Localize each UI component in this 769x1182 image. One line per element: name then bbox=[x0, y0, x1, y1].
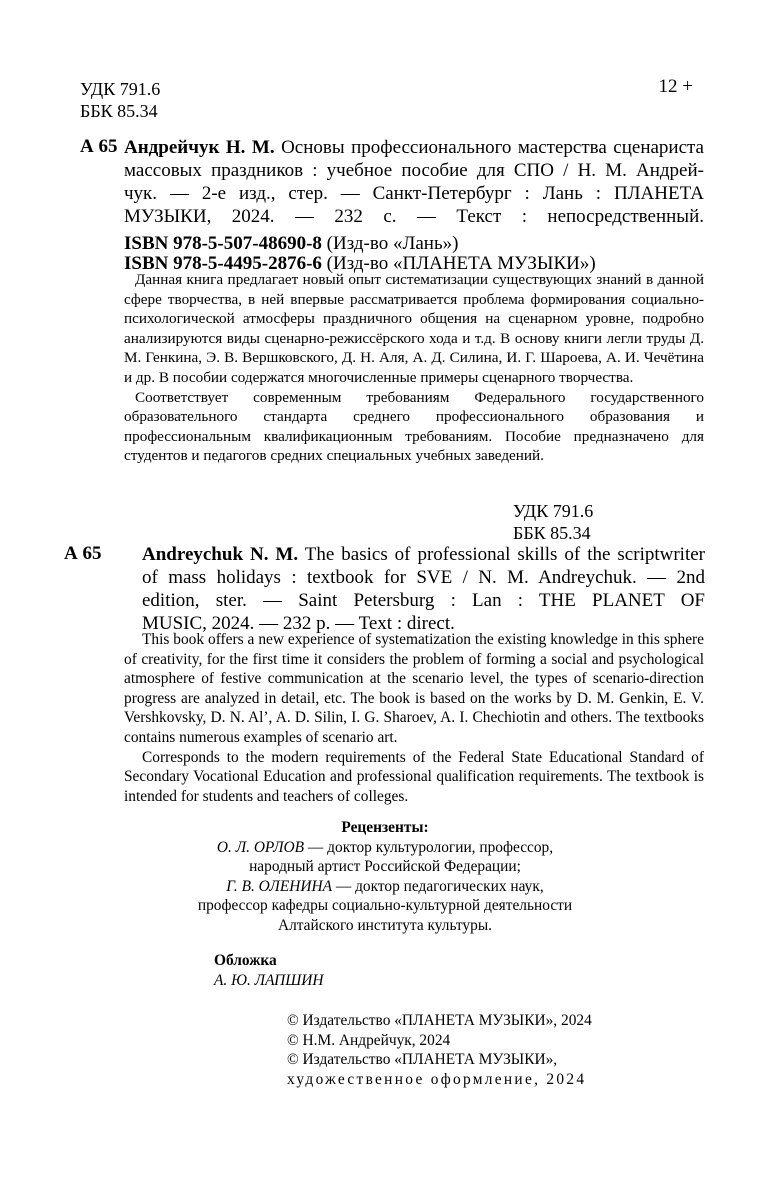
cover-designer: А. Ю. ЛАПШИН bbox=[214, 971, 324, 989]
copyright-block bbox=[287, 1011, 592, 1089]
reviewers-heading: Рецензенты: bbox=[341, 819, 429, 836]
reviewer-1-line-2: народный артист Российской Федерации; bbox=[249, 858, 521, 876]
copyright-line-1: © Издательство «ПЛАНЕТА МУЗЫКИ», 2024 bbox=[287, 1012, 592, 1029]
reviewer-2-line-3: Алтайского института культуры. bbox=[277, 916, 493, 934]
en-abstract-p2: Corresponds to the modern requirements of the Federal State Educational Standard of Secondary Vocational Education and professional qualification requirements. The textbook is intended for students and teachers of colleges. bbox=[124, 748, 704, 805]
author-mark-ru: А 65 bbox=[80, 136, 118, 157]
ru-abstract-p1: Данная книга предлагает новый опыт систематизации существующих знаний в данной сфере творчества, в ней впервые рассматривается проблема формирования социально-психологической атмосферы праздничного общения на сценарном уровне, подробно анализируются виды сценарно-режиссёрского хода и т.д. В основу книги легли труды Д. М. Генкина, Э. В. Вершковского, Д. Н. Аля, А. Д. Силина, И. Г. Шароева, А. И. Чечётина и др. В пособии содержатся многочисленные примеры сценарного творчества. bbox=[124, 271, 704, 386]
bbk-code: ББК 85.34 bbox=[80, 101, 158, 121]
isbn-1: ISBN 978-5-507-48690-8 bbox=[124, 233, 322, 254]
reviewer-1-name: О. Л. ОРЛОВ bbox=[216, 838, 305, 856]
author-mark-en: А 65 bbox=[64, 543, 102, 564]
isbn-2-publisher: (Изд-во «ПЛАНЕТА МУЗЫКИ») bbox=[326, 253, 596, 274]
ru-author: Андрейчук Н. М. bbox=[124, 137, 275, 158]
cover-heading: Обложка bbox=[214, 952, 277, 969]
isbn-1-publisher: (Изд-во «Лань») bbox=[326, 233, 459, 254]
copyright-line-2: © Н.М. Андрейчук, 2024 bbox=[287, 1031, 451, 1049]
isbn-2: ISBN 978-5-4495-2876-6 bbox=[124, 253, 322, 274]
en-record-line-2: of mass holidays : textbook for SVE / N. M. Andreychuk. — 2nd bbox=[142, 567, 705, 588]
reviewer-1: О. Л. ОРЛОВ — доктор культурологии, профессор, bbox=[216, 838, 554, 856]
ru-record-line-2: массовых праздников : учебное пособие для СПО / Н. М. Андрей- bbox=[124, 160, 704, 181]
copyright-line-3: © Издательство «ПЛАНЕТА МУЗЫКИ», bbox=[287, 1051, 558, 1069]
age-rating: 12 + bbox=[658, 76, 693, 97]
en-abstract-p1: This book offers a new experience of systematization the existing knowledge in this sphere of creativity, for the first time it considers the problem of forming a social and psychological atmosphere of festive communication at the scenario level, the types of scenario-direction progress are analyzed in detail, etc. The book is based on the works by D. M. Genkin, E. V. Vershkovsky, D. N. Al’, A. D. Silin, I. G. Sharoev, A. I. Chechiotin and others. The textbooks contains numerous examples of scenario art. bbox=[124, 631, 704, 746]
en-abstract bbox=[124, 630, 704, 806]
ru-abstract bbox=[124, 270, 704, 466]
cover-credit bbox=[214, 951, 324, 990]
ru-record-line-3: чук. — 2-е изд., стер. — Санкт-Петербург : Лань : ПЛАНЕТА bbox=[124, 183, 704, 204]
en-record-line-4: MUSIC, 2024. — 232 p. — Text : direct. bbox=[142, 613, 455, 634]
udk-code: УДК 791.6 bbox=[80, 79, 161, 99]
en-bibliographic-record bbox=[142, 543, 705, 635]
udk-code-en: УДК 791.6 bbox=[513, 501, 594, 521]
reviewer-2: Г. В. ОЛЕНИНА — доктор педагогических наук, bbox=[226, 877, 544, 895]
ru-record-line-4: МУЗЫКИ, 2024. — 232 с. — Текст : непосредственный. bbox=[124, 206, 704, 227]
reviewer-2-line-2: профессор кафедры социально-культурной деятельности bbox=[197, 897, 573, 915]
reviewer-2-name: Г. В. ОЛЕНИНА bbox=[226, 877, 332, 895]
en-author: Andreychuk N. M. bbox=[142, 544, 299, 565]
ru-record-line-1: Андрейчук Н. М. Основы профессионального мастерства сценариста bbox=[124, 137, 704, 158]
reviewers-block bbox=[140, 818, 630, 936]
copyright-line-4: художественное оформление, 2024 bbox=[287, 1070, 587, 1088]
udk-bbk-block bbox=[80, 78, 160, 122]
bbk-code-en: ББК 85.34 bbox=[513, 523, 591, 543]
ru-bibliographic-record bbox=[124, 136, 704, 228]
en-record-line-1: Andreychuk N. M. The basics of professional skills of the scriptwriter bbox=[142, 544, 705, 565]
en-record-line-3: edition, ster. — Saint Petersburg : Lan : THE PLANET OF bbox=[142, 590, 705, 611]
ru-abstract-p2: Соответствует современным требованиям Федерального государственного образовательного стандарта среднего профессионального образования и профессиональным квалификационным требованиям. Пособие предназначено для студентов и педагогов средних специальных учебных заведений. bbox=[124, 388, 704, 465]
udk-bbk-block-en bbox=[513, 500, 593, 544]
